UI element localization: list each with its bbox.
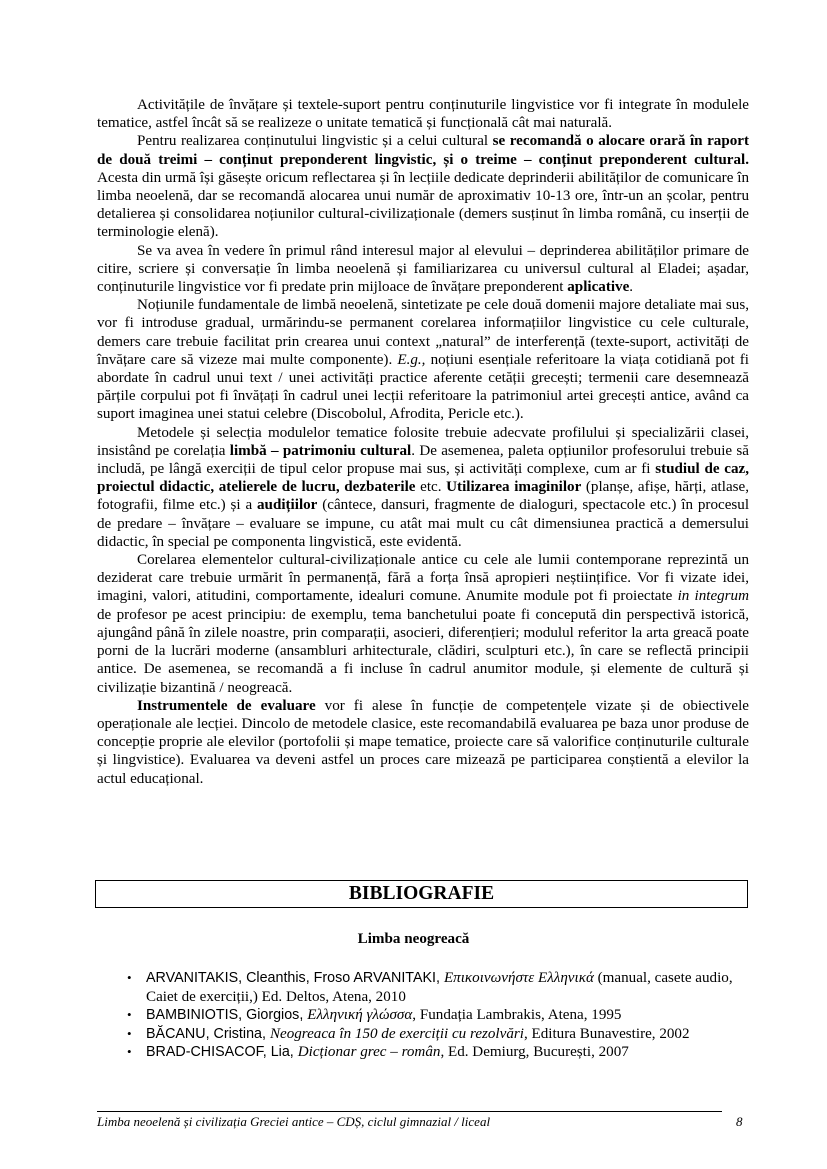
- bold-text: Instrumentele de evaluare: [137, 697, 316, 714]
- bib-details: , Fundația Lambrakis, Atena, 1995: [412, 1007, 622, 1024]
- paragraph-text: Noțiunile fundamentale de limbă neoelenă, sintetizate pe cele două domenii majore detaliate mai sus, vor fi introduse gradual, urmărindu-se permanent corelarea informațiilor lingvistice cu cele culturale, demers care trebuie facilitat prin crearea unui context „natural” de interferență (texte-suport, activități de învățare care să vizeze mai multe componente).: [97, 297, 749, 368]
- bold-text: se recomandă o alocare orară în raport de două treimi – conținut preponderent lingvistic, și o treime – conținut preponderent cultural.: [97, 133, 749, 168]
- paragraph-text: Acesta din urmă își găsește oricum reflectarea și în lecțiile dedicate deprinderii abilităților de comunicare în limba neoelenă, dar se recomandă alocarea unui număr de aproximativ 10-13 ore, într-un an școlar, pentru detalierea și consolidarea noțiunilor cultural-civilizaționale (demers susținut în limba română, cu inserții de terminologie elenă).: [97, 169, 749, 241]
- paragraph-4: [97, 296, 749, 423]
- bib-author: ARVANITAKIS, Cleanthis, Froso ARVANITAKI,: [146, 970, 444, 986]
- bib-title: Ελληνική γλώσσα: [307, 1007, 413, 1024]
- paragraph-6: [97, 551, 749, 697]
- bibliography-list: [127, 969, 757, 1062]
- list-item: [127, 969, 757, 1006]
- italic-text: E.g.,: [397, 351, 426, 368]
- bib-title: Επικοινωνήστε Ελληνικά: [443, 970, 594, 986]
- bullet-icon: •: [127, 1007, 132, 1023]
- bold-text: aplicative: [567, 279, 630, 296]
- page-number: 8: [736, 1114, 743, 1129]
- paragraph-text: . De asemenea, paleta opțiunilor profesorului trebuie să includă, pe lângă exerciții de tipul celor propuse mai sus, și activități complexe, cum ar fi: [97, 442, 749, 478]
- list-item: [127, 1006, 757, 1025]
- footer-divider: [97, 1111, 722, 1112]
- list-item: [127, 1043, 757, 1062]
- paragraph-3: [97, 242, 749, 297]
- paragraph-2: [97, 132, 749, 241]
- bib-title: Dicționar grec – român: [297, 1044, 441, 1061]
- bullet-icon: •: [127, 970, 132, 985]
- bib-details: , Ed. Demiurg, București, 2007: [440, 1044, 629, 1061]
- paragraph-text: Se va avea în vedere în primul rând interesul major al elevului – deprinderea abilităților primare de citire, scriere și conversație în limba neoelenă și familiarizarea cu universul cultural al Eladei; așadar, conținuturile lingvistice vor fi predate prin mijloace de învățare preponderent: [97, 242, 749, 296]
- bullet-icon: •: [127, 1025, 132, 1041]
- bibliography-subtitle: Limba neogreacă: [357, 931, 470, 947]
- paragraph-text: de profesor pe acest principiu: de exemplu, tema banchetului poate fi concepută din perspectivă istorică, ajungând până în zilele noastre, prin comparații, asocieri, diferențieri; modulul referitor la arta greacă poate porni de la lucrări moderne (ansambluri arhitecturale, clădiri, sculpturi etc.), în care se reflectă principii antice. De asemenea, se recomandă a fi incluse în cadrul anumitor module, și elemente de cultură și civilizație bizantină / neogreacă.: [97, 606, 749, 696]
- bold-text: studiul de caz, proiectul didactic, atelierele de lucru, dezbaterile: [97, 461, 749, 496]
- bibliography-heading-box: [95, 880, 748, 908]
- paragraph-text: Pentru realizarea conținutului lingvistic și a celui cultural: [137, 133, 493, 150]
- bold-text: limbă – patrimoniu cultural: [229, 442, 412, 459]
- bold-text: Utilizarea imaginilor: [446, 479, 582, 496]
- bibliography-title: BIBLIOGRAFIE: [348, 883, 495, 904]
- bib-details: (manual, casete audio, Caiet de exerciții,) Ed. Deltos, Atena, 2010: [146, 970, 733, 1005]
- paragraph-text: etc.: [415, 479, 447, 496]
- bib-author: BAMBINIOTIS, Giorgios,: [146, 1007, 308, 1024]
- paragraph-5: [97, 424, 749, 551]
- list-item: [127, 1025, 757, 1044]
- paragraph-text: Metodele și selecția modulelor tematice folosite trebuie adecvate profilului și specializării clasei, insistând pe corelația: [97, 424, 749, 459]
- paragraph-text: vor fi alese în funcție de competențele vizate și de obiectivele operaționale ale lecției. Dincolo de metodele clasice, este recomandabilă evaluarea pe baza unor produse de concepție proprie ale elevilor (portofolii și mape tematice, proiecte care să valorifice conținuturile culturale și lingvistice). Evaluarea va deveni astfel un proces care mizează pe participarea conștientă a elevilor la actul educațional.: [97, 697, 750, 787]
- bold-text: audițiilor: [257, 497, 318, 514]
- bullet-icon: •: [127, 1044, 132, 1060]
- footer-text: Limba neoelenă și civilizația Greciei antice – CDȘ, ciclul gimnazial / liceal: [97, 1114, 491, 1129]
- bib-details: , Editura Bunavestire, 2002: [523, 1025, 690, 1042]
- bib-title: Neogreaca în 150 de exerciții cu rezolvări: [269, 1025, 524, 1042]
- bib-author: BĂCANU, Cristina,: [146, 1025, 270, 1042]
- document-body: [97, 96, 749, 788]
- italic-text: in integrum: [677, 588, 750, 605]
- paragraph-1: [97, 96, 749, 132]
- paragraph-text: Corelarea elementelor cultural-civilizaționale antice cu cele ale lumii contemporane reprezintă un deziderat care trebuie urmărit în permanență, fără a forța însă apropieri neștiințifice. Vor fi vizate idei, imagini, valori, atitudini, comportamente, idealuri comune. Anumite module pot fi proiectate: [97, 552, 749, 605]
- paragraph-text: (planșe, afișe, hărți, atlase, fotografii, filme etc.) și a: [97, 479, 749, 514]
- bib-author: BRAD-CHISACOF, Lia,: [146, 1044, 298, 1061]
- paragraph-text: .: [629, 279, 634, 296]
- paragraph-7: [97, 697, 749, 788]
- paragraph-text: Activitățile de învățare și textele-suport pentru conținuturile lingvistice vor fi integrate în modulele tematice, astfel încât să se realizeze o unitate tematică și funcțională cât mai naturală.: [97, 97, 749, 132]
- paragraph-text: noțiuni esențiale referitoare la viața cotidiană pot fi abordate în cadrul unui text / unei activități practice aferente cetății grecești; termenii care desemnează părțile corpului pot fi învățați în cadrul unei lecții referitoare la patrimoniul artei grecești antice, având ca suport imaginea unei statui celebre (Discobolul, Afrodita, Pericle etc.).: [97, 351, 749, 423]
- paragraph-text: (cântece, dansuri, fragmente de dialoguri, spectacole etc.) în procesul de predare – învățare – evaluare se impune, cu atât mai mult cu cât dimensiunea practică a demersului didactic, în special pe componenta lingvistică, este evidentă.: [97, 497, 750, 550]
